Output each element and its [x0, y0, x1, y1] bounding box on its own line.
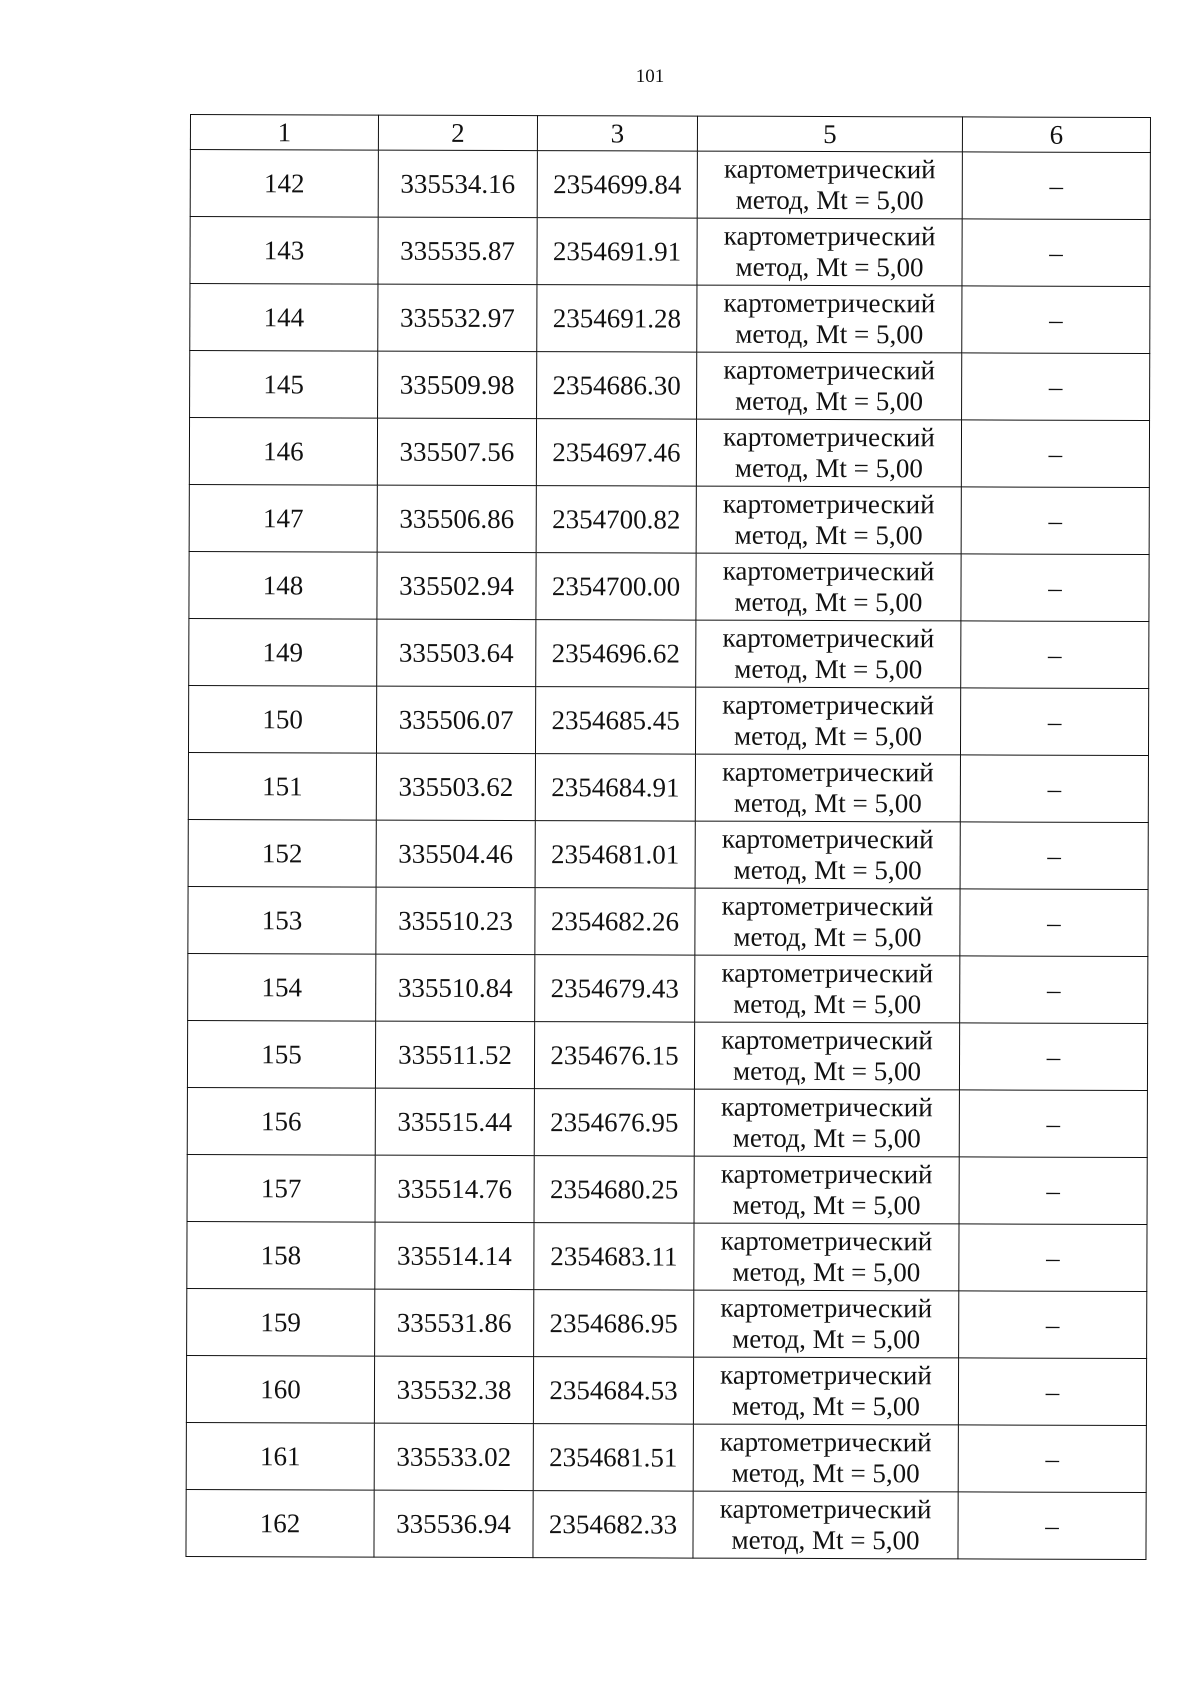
method-cell	[694, 1022, 959, 1090]
point-number-cell: 147	[189, 484, 377, 552]
method-cell	[697, 285, 962, 353]
table-header-row	[190, 115, 1150, 153]
method-line-1: картометрический	[722, 488, 935, 520]
table-row	[186, 1489, 1146, 1559]
x-coordinate-cell: 335532.97	[378, 284, 537, 351]
point-number-cell: 160	[186, 1355, 374, 1423]
method-cell	[693, 1491, 958, 1559]
y-coordinate-cell: 2354676.15	[534, 1022, 694, 1090]
y-coordinate-cell: 2354676.95	[534, 1089, 694, 1157]
table-row	[187, 1087, 1147, 1157]
col6-cell: –	[962, 152, 1150, 220]
col6-cell: –	[960, 755, 1148, 823]
point-number-cell: 146	[189, 418, 377, 486]
table-row	[190, 284, 1150, 354]
y-coordinate-cell: 2354682.33	[533, 1491, 693, 1559]
method-line-2: метод, Mt = 5,00	[734, 720, 923, 752]
y-coordinate-cell: 2354683.11	[534, 1223, 694, 1291]
col6-cell: –	[960, 822, 1148, 890]
point-number-cell: 151	[188, 752, 376, 820]
x-coordinate-cell: 335510.84	[376, 954, 535, 1021]
point-number-cell: 142	[190, 150, 378, 218]
method-line-2: метод, Mt = 5,00	[734, 653, 923, 685]
header-col-2: 2	[378, 115, 537, 150]
col6-cell: –	[959, 1090, 1147, 1158]
col6-cell: –	[961, 487, 1149, 555]
method-cell	[696, 419, 961, 487]
x-coordinate-cell: 335509.98	[378, 351, 537, 418]
method-line-2: метод, Mt = 5,00	[731, 1457, 920, 1489]
x-coordinate-cell: 335510.23	[376, 887, 535, 954]
method-line-1: картометрический	[720, 1359, 932, 1391]
col6-cell: –	[959, 1023, 1147, 1091]
point-number-cell: 152	[188, 819, 376, 887]
table-row	[186, 1355, 1146, 1425]
coordinates-table	[185, 114, 1151, 1560]
x-coordinate-cell: 335504.46	[376, 820, 535, 887]
table-row	[189, 618, 1149, 688]
point-number-cell: 144	[190, 284, 378, 352]
table-row	[190, 217, 1150, 287]
col6-cell: –	[960, 889, 1148, 957]
table-row	[188, 953, 1148, 1023]
method-line-2: метод, Mt = 5,00	[732, 1323, 921, 1355]
method-line-1: картометрический	[723, 153, 936, 185]
col6-cell: –	[961, 420, 1149, 488]
col6-cell: –	[960, 688, 1148, 756]
method-line-2: метод, Mt = 5,00	[735, 251, 924, 283]
method-line-2: метод, Mt = 5,00	[733, 921, 922, 953]
col6-cell: –	[962, 219, 1150, 287]
point-number-cell: 143	[190, 217, 378, 285]
point-number-cell: 149	[189, 618, 377, 686]
x-coordinate-cell: 335535.87	[378, 217, 537, 284]
x-coordinate-cell: 335503.64	[377, 619, 536, 686]
y-coordinate-cell: 2354680.25	[534, 1156, 694, 1224]
method-cell	[695, 687, 960, 755]
y-coordinate-cell: 2354682.26	[535, 888, 695, 956]
point-number-cell: 158	[187, 1221, 375, 1289]
x-coordinate-cell: 335507.56	[377, 418, 536, 485]
x-coordinate-cell: 335536.94	[374, 1490, 533, 1557]
point-number-cell: 156	[187, 1087, 375, 1155]
table-row	[189, 418, 1149, 488]
y-coordinate-cell: 2354679.43	[535, 955, 695, 1023]
x-coordinate-cell: 335511.52	[375, 1021, 534, 1088]
point-number-cell: 150	[188, 685, 376, 753]
method-line-2: метод, Mt = 5,00	[734, 452, 923, 484]
page-number: 101	[635, 66, 665, 87]
method-line-2: метод, Mt = 5,00	[731, 1390, 920, 1422]
col6-cell: –	[958, 1492, 1146, 1560]
col6-cell: –	[959, 1291, 1147, 1359]
table-row	[190, 351, 1150, 421]
x-coordinate-cell: 335506.86	[377, 485, 536, 552]
method-cell	[694, 1089, 959, 1157]
point-number-cell: 161	[186, 1422, 374, 1490]
table-row	[186, 1422, 1146, 1492]
col6-cell: –	[960, 956, 1148, 1024]
table-row	[189, 484, 1149, 554]
method-line-1: картометрический	[722, 622, 935, 654]
x-coordinate-cell: 335503.62	[376, 753, 535, 820]
x-coordinate-cell: 335532.38	[374, 1356, 533, 1423]
point-number-cell: 162	[186, 1489, 374, 1557]
method-line-2: метод, Mt = 5,00	[732, 1256, 921, 1288]
method-line-1: картометрический	[722, 756, 934, 788]
point-number-cell: 154	[188, 953, 376, 1021]
point-number-cell: 148	[189, 551, 377, 619]
method-cell	[694, 1290, 959, 1358]
x-coordinate-cell: 335534.16	[378, 150, 537, 217]
method-line-2: метод, Mt = 5,00	[734, 586, 923, 618]
y-coordinate-cell: 2354686.95	[534, 1290, 694, 1358]
table-row	[189, 551, 1149, 621]
x-coordinate-cell: 335515.44	[375, 1088, 534, 1155]
point-number-cell: 159	[187, 1288, 375, 1356]
method-line-2: метод, Mt = 5,00	[732, 1189, 921, 1221]
table-row	[187, 1020, 1147, 1090]
method-line-1: картометрический	[720, 1158, 933, 1190]
method-line-1: картометрический	[719, 1426, 932, 1458]
col6-cell: –	[962, 353, 1150, 421]
point-number-cell: 145	[190, 351, 378, 419]
method-line-1: картометрический	[723, 354, 936, 386]
method-cell	[696, 553, 961, 621]
y-coordinate-cell: 2354681.01	[535, 821, 695, 889]
method-cell	[697, 352, 962, 420]
y-coordinate-cell: 2354684.91	[535, 754, 695, 822]
table-row	[187, 1288, 1147, 1358]
header-col-1: 1	[190, 115, 378, 151]
x-coordinate-cell: 335514.14	[375, 1222, 534, 1289]
method-cell	[693, 1357, 958, 1425]
method-line-1: картометрический	[723, 287, 936, 319]
method-line-2: метод, Mt = 5,00	[735, 318, 924, 350]
table-row	[190, 150, 1150, 220]
method-line-2: метод, Mt = 5,00	[731, 1524, 920, 1556]
point-number-cell: 157	[187, 1154, 375, 1222]
method-line-1: картометрический	[721, 1091, 933, 1123]
y-coordinate-cell: 2354696.62	[536, 620, 696, 688]
method-line-2: метод, Mt = 5,00	[732, 1122, 921, 1154]
y-coordinate-cell: 2354691.28	[537, 285, 697, 353]
method-cell	[695, 821, 960, 889]
x-coordinate-cell: 335533.02	[374, 1423, 533, 1490]
method-line-1: картометрический	[722, 555, 935, 587]
method-cell	[696, 620, 961, 688]
method-line-2: метод, Mt = 5,00	[734, 519, 923, 551]
x-coordinate-cell: 335531.86	[375, 1289, 534, 1356]
table-row	[188, 752, 1148, 822]
y-coordinate-cell: 2354699.84	[537, 151, 697, 219]
y-coordinate-cell: 2354684.53	[533, 1357, 693, 1425]
method-line-2: метод, Mt = 5,00	[732, 1055, 922, 1087]
method-line-1: картометрический	[721, 823, 934, 855]
method-cell	[695, 888, 960, 956]
method-line-1: картометрический	[720, 1225, 933, 1257]
x-coordinate-cell: 335514.76	[375, 1155, 534, 1222]
method-line-2: метод, Mt = 5,00	[733, 854, 922, 886]
method-cell	[694, 1223, 959, 1291]
point-number-cell: 153	[188, 886, 376, 954]
method-cell	[694, 1156, 959, 1224]
method-line-2: метод, Mt = 5,00	[733, 787, 922, 819]
method-cell	[695, 754, 960, 822]
method-cell	[697, 218, 962, 286]
method-line-1: картометрический	[723, 220, 936, 252]
y-coordinate-cell: 2354691.91	[537, 218, 697, 286]
table-row	[188, 819, 1148, 889]
header-col-6: 6	[962, 117, 1150, 153]
method-line-1: картометрический	[719, 1493, 932, 1525]
col6-cell: –	[962, 286, 1150, 354]
method-line-1: картометрический	[721, 890, 934, 922]
y-coordinate-cell: 2354685.45	[535, 687, 695, 755]
y-coordinate-cell: 2354697.46	[536, 419, 696, 487]
y-coordinate-cell: 2354700.00	[536, 553, 696, 621]
table-row	[188, 886, 1148, 956]
y-coordinate-cell: 2354686.30	[537, 352, 697, 420]
point-number-cell: 155	[187, 1020, 375, 1088]
method-line-2: метод, Mt = 5,00	[735, 184, 924, 216]
method-line-1: картометрический	[720, 1292, 933, 1324]
header-col-5: 5	[697, 116, 962, 152]
col6-cell: –	[961, 621, 1149, 689]
method-line-1: картометрический	[723, 421, 935, 453]
table-row	[188, 685, 1148, 755]
method-line-1: картометрический	[721, 1024, 933, 1056]
y-coordinate-cell: 2354681.51	[533, 1424, 693, 1492]
col6-cell: –	[959, 1224, 1147, 1292]
x-coordinate-cell: 335502.94	[377, 552, 536, 619]
table-row	[187, 1154, 1147, 1224]
header-col-3: 3	[537, 116, 697, 152]
method-line-2: метод, Mt = 5,00	[735, 385, 924, 417]
col6-cell: –	[961, 554, 1149, 622]
method-line-1: картометрический	[722, 689, 935, 721]
col6-cell: –	[958, 1358, 1146, 1426]
col6-cell: –	[958, 1425, 1146, 1493]
method-cell	[697, 151, 962, 219]
table-row	[187, 1221, 1147, 1291]
method-cell	[695, 955, 960, 1023]
y-coordinate-cell: 2354700.82	[536, 486, 696, 554]
method-cell	[696, 486, 961, 554]
x-coordinate-cell: 335506.07	[376, 686, 535, 753]
method-line-1: картометрический	[721, 957, 934, 989]
method-cell	[693, 1424, 958, 1492]
method-line-2: метод, Mt = 5,00	[733, 988, 922, 1020]
col6-cell: –	[959, 1157, 1147, 1225]
